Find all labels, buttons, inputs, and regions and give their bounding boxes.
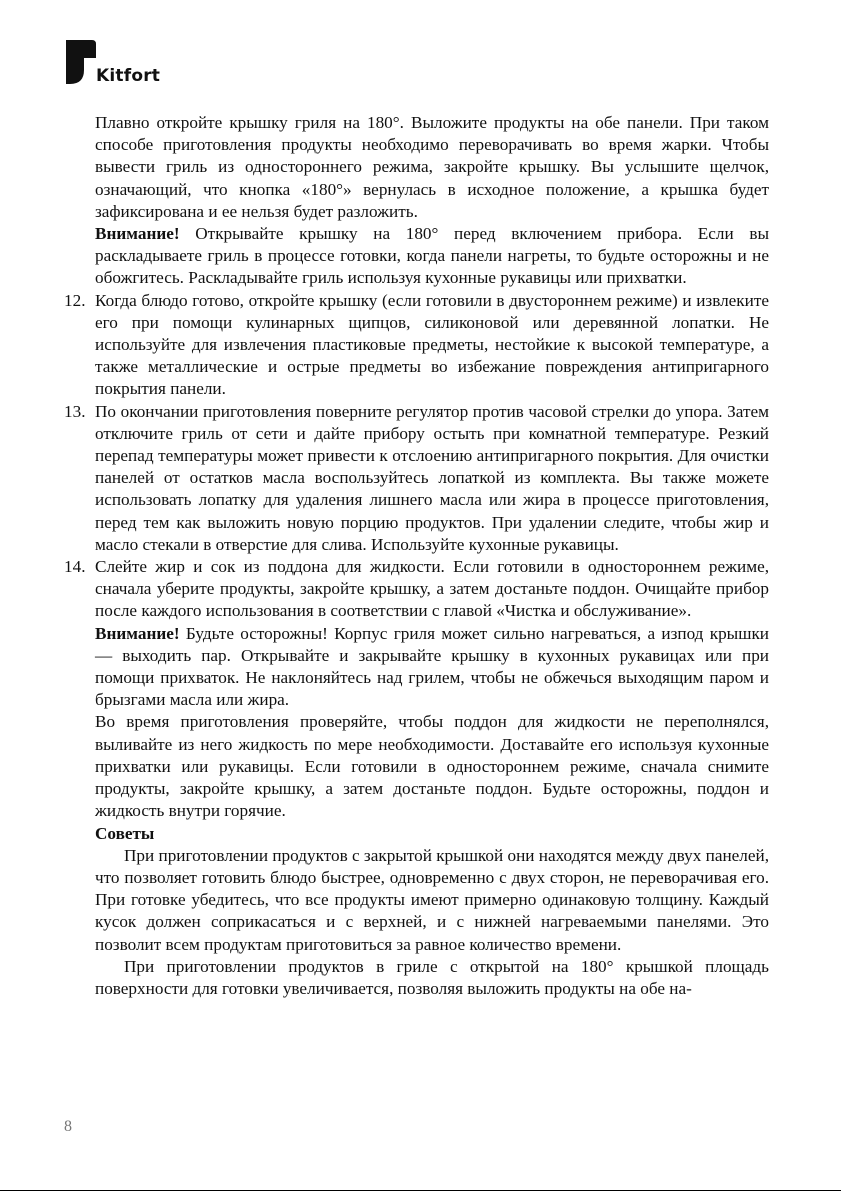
manual-text bbox=[64, 112, 769, 1000]
list-item-number: 14. bbox=[64, 557, 86, 577]
list-item bbox=[64, 556, 769, 623]
tips-paragraph-1: При приготовлении продуктов с закрытой крышкой они находятся между двух панелей, что позволяет готовить блюдо быстрее, одновременно с двух сторон, не переворачивая его. При готовке убедитесь, что все продукты имеют примерно одинаковую толщину. Каждый кусок должен соприкасаться и с верхней, и с нижней нагреваемыми панелями. Это позволит всем продуктам приготовиться за равное количество времени. bbox=[95, 845, 769, 954]
warning-label: Внимание! bbox=[95, 224, 180, 244]
list-item-text: Когда блюдо готово, откройте крышку (если готовили в двустороннем режиме) и извлеките его при помощи кулинарных щипцов, силиконовой или деревянной лопатки. Не используйте для извлечения пластиковые предметы, нестойкие к высокой температуре, а также металлические и острые предметы во избежание повреждения антипригарного покрытия панели. bbox=[95, 290, 769, 399]
list-item-number: 13. bbox=[64, 401, 86, 421]
tips-heading: Советы bbox=[95, 823, 155, 843]
list-item-text: По окончании приготовления поверните регулятор против часовой стрелки до упора. Затем отключите гриль от сети и дайте прибору остыть при комнатной температуре. Резкий перепад температуры может привести к отслоению антипригарного покрытия. Для очистки панелей от остатков масла воспользуйтесь лопаткой из комплекта. Вы также можете использовать лопатку для удаления лишнего масла или жира в процессе приготовления, перед тем как выложить новую порцию продуктов. При удалении следите, чтобы жир и масло стекали в отверстие для слива. Используйте кухонные рукавицы. bbox=[95, 401, 769, 554]
warning-text: Открывайте крышку на 180° перед включением прибора. Если вы раскладываете гриль в процессе готовки, когда панели нагреты, то будьте осторожны и не обожгитесь. Раскладывайте гриль используя кухонные рукавицы или прихватки. bbox=[95, 224, 769, 288]
warning-text: Будьте осторожны! Корпус гриля может сильно нагреваться, а изпод крышки — выходить пар. Открывайте и закрывайте крышку в кухонных рукавицах или при помощи прихваток. Не наклоняйтесь над грилем, чтобы не обжечься выходящим паром и брызгами масла или жира. bbox=[95, 623, 769, 710]
tray-note-paragraph: Во время приготовления проверяйте, чтобы поддон для жидкости не переполнялся, выливайте из него жидкость по мере необходимости. Доставайте его используя кухонные прихватки или рукавицы. Если готовили в одностороннем режиме, сначала снимите продукты, закройте крышку, а затем достаньте поддон. Будьте осторожны, поддон и жидкость внутри горячие. bbox=[95, 712, 769, 821]
intro-paragraph: Плавно откройте крышку гриля на 180°. Выложите продукты на обе панели. При таком способе приготовления продукты необходимо переворачивать во время жарки. Чтобы вывести гриль из одностороннего режима, закройте крышку. Вы услышите щелчок, означающий, что кнопка «180°» вернулась в исходное положение, а крышка будет зафиксирована и ее нельзя будет разложить. bbox=[95, 113, 769, 221]
list-item-number: 12. bbox=[64, 290, 86, 310]
warning-paragraph-1 bbox=[95, 223, 769, 290]
warning-label: Внимание! bbox=[95, 623, 180, 643]
list-item bbox=[64, 290, 769, 401]
kitfort-logo-icon bbox=[66, 40, 96, 84]
list-item bbox=[64, 401, 769, 556]
kitfort-logo bbox=[64, 40, 164, 90]
page-number: 8 bbox=[64, 1118, 72, 1135]
warning-paragraph-2 bbox=[95, 623, 769, 712]
brand-name: Kitfort bbox=[96, 66, 161, 86]
list-item-text: Слейте жир и сок из поддона для жидкости. Если готовили в одностороннем режиме, сначала уберите продукты, закройте крышку, а затем достаньте поддон. Очищайте прибор после каждого использования в соответствии с главой «Чистка и обслуживание». bbox=[95, 557, 769, 621]
tips-paragraph-2: При приготовлении продуктов в гриле с открытой на 180° крышкой площадь поверхности для готовки увеличивается, позволяя выложить продукты на обе на- bbox=[95, 956, 769, 998]
